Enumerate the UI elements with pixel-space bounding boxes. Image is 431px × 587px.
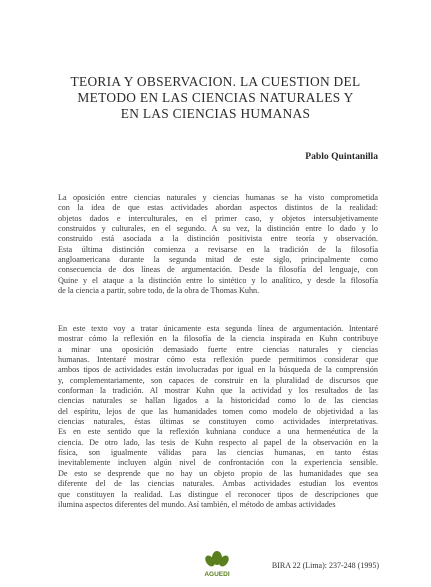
text-line: construidos y culturales, en el segundo. A su vez, la distinción entre lo dado y lo [58,224,378,234]
text-line: ciencias naturales se hallan ligados a la historicidad como lo de las ciencias [58,396,378,406]
article-title [40,74,391,123]
text-line: Quine y el ataque a la distinción entre lo sintético y lo analítico, y desde la filosofía [58,275,378,285]
title-line: TEORIA Y OBSERVACION. LA CUESTION DEL [70,74,361,89]
text-line: diferente del de las ciencias naturales. Ambas actividades estudian los eventos [58,479,378,489]
logo-wordmark: AGUEDI [204,571,230,578]
text-line: consecuencia de dos líneas de argumentación. Desde la filosofía del lenguaje, con [58,265,378,275]
leaf-icon [203,551,230,568]
text-line: que constituyen la realidad. Las distingue el reconocer tipos de descripciones que [58,489,378,499]
text-line: ambos tipos de actividades están involucradas por igual en la búsqueda de la comprensión [58,365,378,375]
author-name: Pablo Quintanilla [305,151,378,162]
text-line: humanas. Intentaré mostrar cómo esta reflexión puede permitirnos considerar que [58,355,378,365]
text-line: angloamericana durante la segunda mitad de este siglo, principalmente como [58,255,378,265]
body-paragraph-2 [58,324,378,510]
text-line: mostrar cómo la reflexión en la filosofía de la ciencia inspirada en Kuhn contribuye [58,334,378,344]
title-line: METODO EN LAS CIENCIAS NATURALES Y [77,90,354,106]
text-line: En este texto voy a tratar únicamente esta segunda línea de argumentación. Intentaré [58,324,378,333]
text-line: objetos dados e interculturales, en el primer caso, y objetos intersubjetivamente [58,213,378,223]
text-line: construido está asociada a la distinción positivista entre teoría y observación. [58,234,378,244]
text-line: Es en este sentido que la reflexión kuhniana conduce a una hermenéutica de la [58,427,378,437]
text-line: inevitablemente incluyen algún nivel de confrontación con la experiencia sensible. [58,458,378,468]
text-line: ilumina aspectos diferentes del mundo. Así también, el método de ambas actividades [58,499,336,509]
journal-reference: BIRA 22 (Lima): 237-248 (1995) [271,561,379,570]
text-line: con la idea de que estas actividades abordan aspectos distintos de la realidad: [58,203,378,213]
text-line: ciencias naturales, éstas últimas se constituyen como actividades interpretativas. [58,417,378,427]
text-line: y, complementariamente, son capaces de construir en la pluralidad de discursos que [58,375,378,385]
body-paragraph-1 [58,193,378,296]
text-line: a minar una oposición demasiado fuerte entre ciencias naturales y ciencias [58,344,378,354]
text-line: ciencia. De otro lado, las tesis de Kuhn respecto al papel de la observación en la [58,437,378,447]
text-line: Esta última distinción comienza a revisarse en la tradición de la filosofía [58,244,378,254]
title-line: EN LAS CIENCIAS HUMANAS [120,106,311,122]
text-line: La oposición entre ciencias naturales y ciencias humanas se ha visto comprometida [58,193,378,202]
text-line: De esto se desprende que no hay un objeto propio de las humanidades que sea [58,468,378,478]
text-line: física, son igualmente válidas para las ciencias humanas, en tanto éstas [58,448,378,458]
text-line: de la ciencia a partir, sobre todo, de la obra de Thomas Kuhn. [58,286,260,296]
publisher-logo [199,549,235,579]
text-line: conforman la tradición. Al mostrar Kuhn que la actividad y los resultados de las [58,386,378,396]
text-line: del espíritu, lejos de que las humanidades tomen como modelo de objetividad a las [58,406,378,416]
